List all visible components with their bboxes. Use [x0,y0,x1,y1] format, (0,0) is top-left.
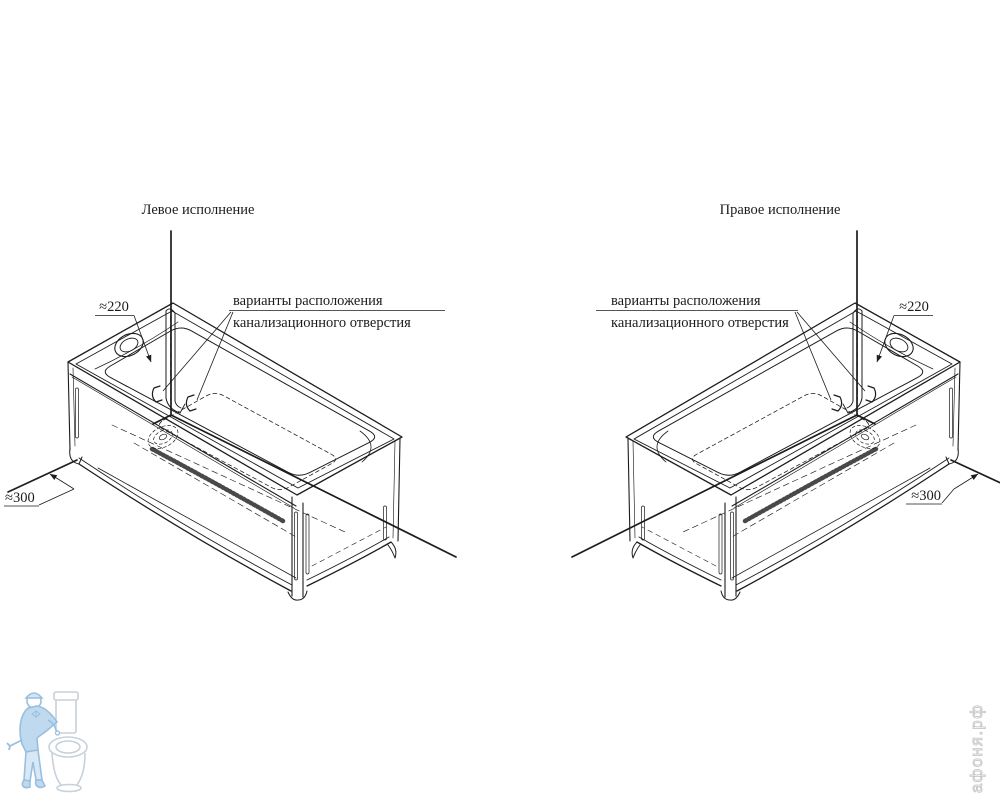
right-drain-note-line1: варианты расположения [611,293,761,309]
right-title: Правое исполнение [719,202,841,218]
left-bathtub-drawing [8,231,456,600]
left-drain-note-line2: канализационного отверстия [233,315,411,331]
toilet-icon [49,692,87,792]
left-drain-note-line1: варианты расположения [233,293,383,309]
left-dim-220-label: ≈220 [99,299,129,315]
right-annotations [596,202,978,504]
left-dim-300-label: ≈300 [5,490,35,506]
right-bathtub-drawing [572,231,1000,600]
right-dim-220-label: ≈220 [899,299,929,315]
right-dim-300-label: ≈300 [911,488,941,504]
plumber-logo-watermark [7,692,87,792]
site-watermark-text: афоня.рф [968,703,986,793]
plumber-icon [7,693,60,788]
right-drain-note-line2: канализационного отверстия [611,315,789,331]
left-annotations [4,202,445,506]
left-title: Левое исполнение [141,202,255,218]
